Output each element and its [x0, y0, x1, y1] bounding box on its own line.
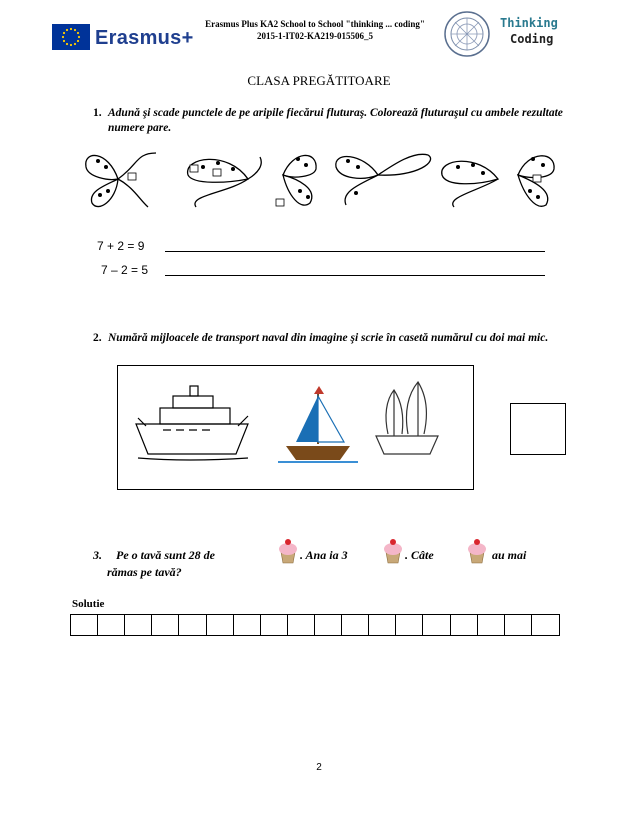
grid-cell[interactable] — [71, 615, 98, 636]
question-2-number: 2. — [93, 332, 102, 344]
solution-label: Solutie — [72, 598, 105, 610]
grid-cell[interactable] — [288, 615, 315, 636]
grid-cell[interactable] — [396, 615, 423, 636]
grid-cell[interactable] — [179, 615, 206, 636]
butterflies-image — [78, 145, 560, 213]
page-number: 2 — [316, 762, 322, 773]
question-2-text: Numără mijloacele de transport naval din imagine şi scrie în casetă numărul cu doi mai mic. — [108, 332, 549, 344]
answer-box[interactable] — [510, 403, 566, 455]
cupcake-icon — [277, 538, 299, 564]
question-3-number: 3. — [93, 548, 102, 562]
erasmus-logo-text: Erasmus+ — [95, 27, 194, 49]
question-3-part-3: . Câte — [405, 548, 434, 562]
eu-flag-logo — [52, 24, 90, 50]
answer-line-2[interactable] — [165, 275, 545, 276]
grid-cell[interactable] — [315, 615, 342, 636]
project-line-2: 2015-1-IT02-KA219-015506_5 — [257, 31, 373, 41]
grid-cell[interactable] — [451, 615, 478, 636]
grid-cell[interactable] — [207, 615, 234, 636]
question-1-number: 1. — [93, 107, 102, 119]
galleon-icon — [376, 382, 438, 454]
sailboat-icon — [278, 386, 358, 462]
project-header — [205, 18, 425, 42]
grid-cell[interactable] — [98, 615, 125, 636]
question-1-text: Adună şi scade punctele de pe aripile fiecărui fluturaş. Colorează fluturaşul cu ambele rezultate numere pare. — [108, 107, 563, 134]
question-3-part-5: rămas pe tavă? — [107, 565, 182, 579]
equation-sum: 7 + 2 = 9 — [97, 239, 145, 253]
grid-cell[interactable] — [478, 615, 505, 636]
grid-cell[interactable] — [125, 615, 152, 636]
grid-cell[interactable] — [234, 615, 261, 636]
grid-cell[interactable] — [342, 615, 369, 636]
question-3-part-1: Pe o tavă sunt 28 de — [116, 548, 215, 562]
logo-coding-text: Coding — [510, 32, 554, 46]
question-3-part-4: au mai — [492, 548, 527, 562]
project-line-1: Erasmus Plus KA2 School to School "thinking ... coding" — [205, 19, 425, 29]
answer-line-1[interactable] — [165, 251, 545, 252]
cupcake-icon — [382, 538, 404, 564]
boats-image-frame — [117, 365, 474, 490]
logo-thinking-text: Thinking — [500, 16, 558, 30]
grid-cell[interactable] — [261, 615, 288, 636]
grid-cell[interactable] — [152, 615, 179, 636]
cupcake-icon — [466, 538, 488, 564]
ship-icon — [136, 386, 248, 460]
page-title: CLASA PREGĂTITOARE — [247, 73, 391, 88]
solution-grid[interactable] — [70, 614, 560, 636]
question-3-part-2: . Ana ia 3 — [300, 548, 348, 562]
question-1 — [93, 106, 563, 136]
grid-cell[interactable] — [369, 615, 396, 636]
grid-cell[interactable] — [423, 615, 450, 636]
thinking-coding-logo-icon — [443, 10, 491, 58]
grid-cell[interactable] — [505, 615, 532, 636]
equation-difference: 7 – 2 = 5 — [101, 263, 149, 277]
question-2 — [93, 331, 563, 346]
